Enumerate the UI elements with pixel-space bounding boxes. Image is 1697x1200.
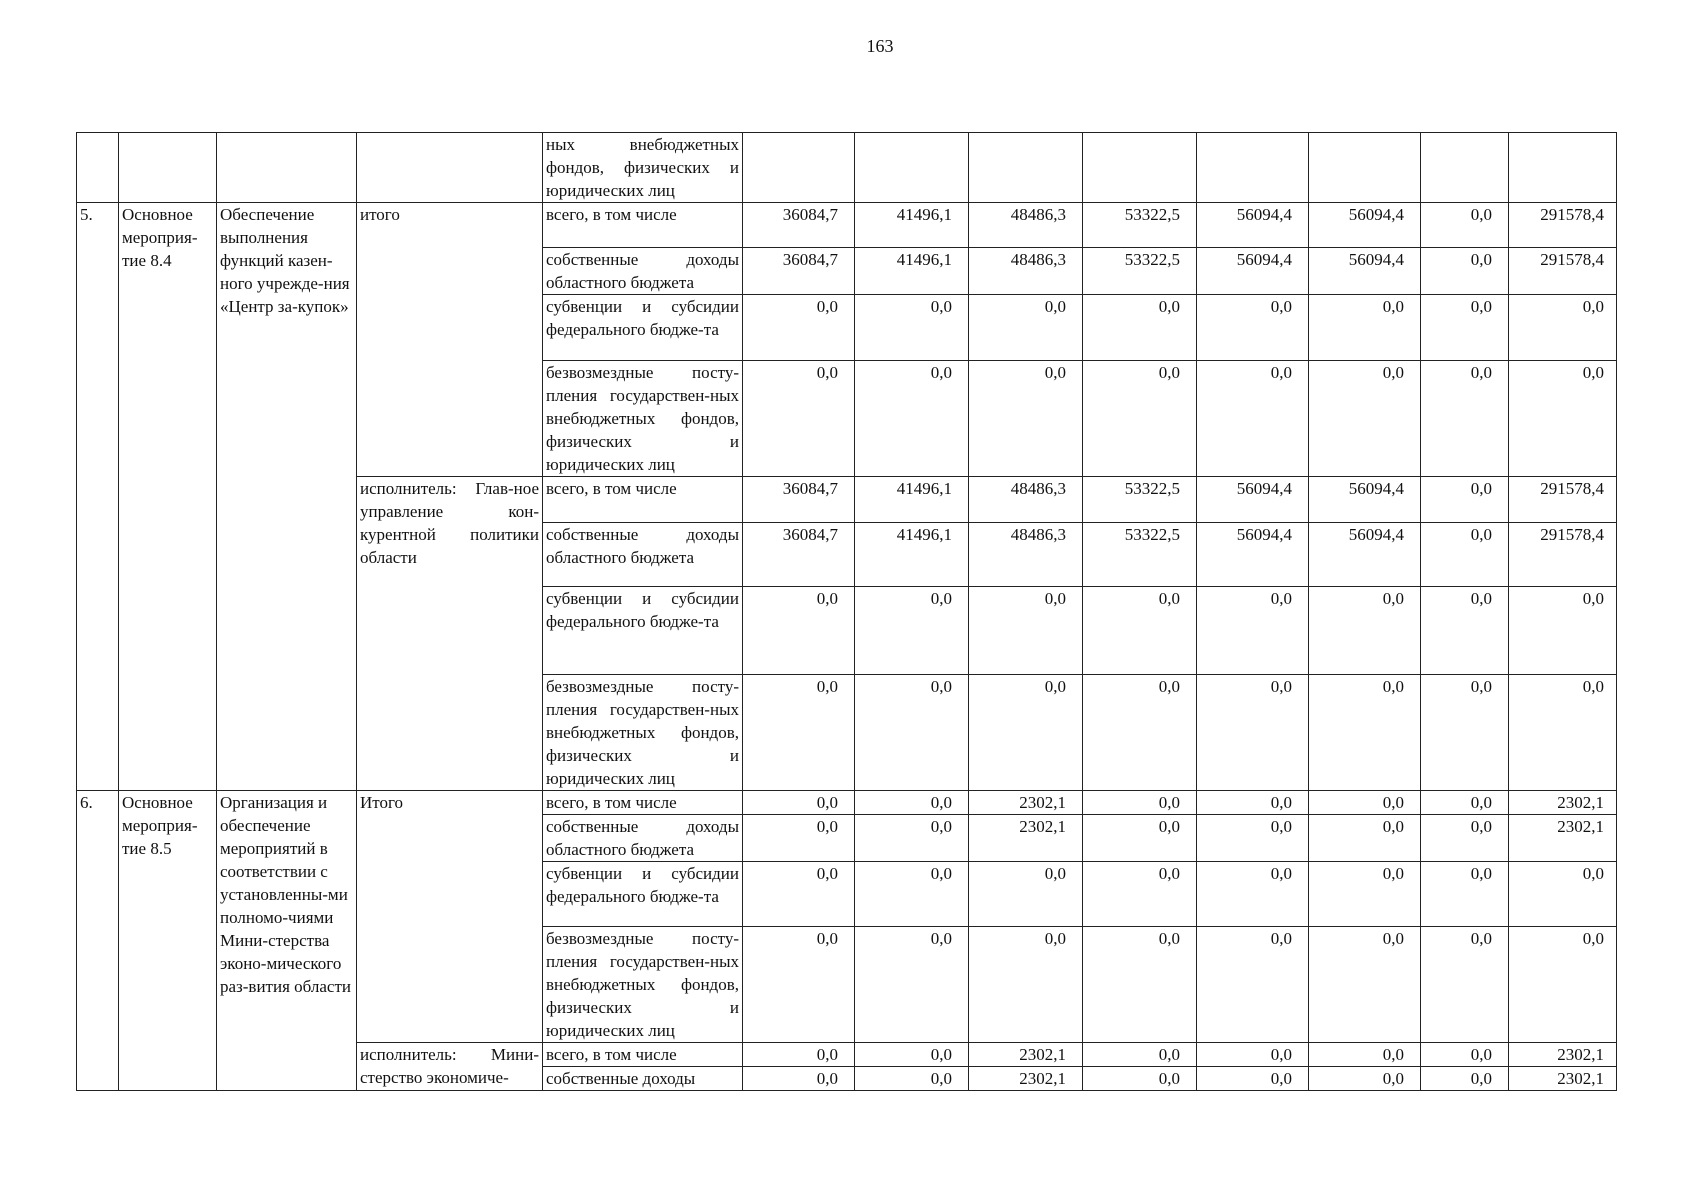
value-cell: 0,0: [969, 862, 1083, 927]
value-cell: 53322,5: [1083, 248, 1197, 295]
value-cell: 0,0: [1421, 675, 1509, 791]
source-cell: всего, в том числе: [543, 1043, 743, 1067]
source-cell: субвенции и субсидии федерального бюдже-та: [543, 862, 743, 927]
empty-cell: [1083, 133, 1197, 203]
value-cell: 0,0: [855, 1067, 969, 1091]
source-cell: собственные доходы областного бюджета: [543, 815, 743, 862]
value-cell: 48486,3: [969, 203, 1083, 248]
source-cell: всего, в том числе: [543, 203, 743, 248]
value-cell: 0,0: [855, 862, 969, 927]
total-value-cell: 0,0: [1509, 361, 1617, 477]
value-cell: 41496,1: [855, 523, 969, 587]
value-cell: 0,0: [1083, 587, 1197, 675]
value-cell: 0,0: [1309, 815, 1421, 862]
total-value-cell: 2302,1: [1509, 791, 1617, 815]
value-cell: 0,0: [743, 791, 855, 815]
total-value-cell: 0,0: [1509, 927, 1617, 1043]
value-cell: 0,0: [969, 361, 1083, 477]
value-cell: 0,0: [1421, 523, 1509, 587]
value-cell: 0,0: [1421, 815, 1509, 862]
total-value-cell: 291578,4: [1509, 248, 1617, 295]
value-cell: 0,0: [1421, 295, 1509, 361]
value-cell: 0,0: [1197, 862, 1309, 927]
value-cell: 0,0: [1421, 477, 1509, 523]
value-cell: 0,0: [1309, 1043, 1421, 1067]
source-cell: субвенции и субсидии федерального бюдже-та: [543, 295, 743, 361]
value-cell: 0,0: [743, 1043, 855, 1067]
value-cell: 2302,1: [969, 791, 1083, 815]
value-cell: 0,0: [1309, 295, 1421, 361]
source-cell: собственные доходы областного бюджета: [543, 248, 743, 295]
total-value-cell: 0,0: [1509, 675, 1617, 791]
source-cell: всего, в том числе: [543, 791, 743, 815]
value-cell: 0,0: [1309, 361, 1421, 477]
empty-cell: [743, 133, 855, 203]
value-cell: 0,0: [1197, 1067, 1309, 1091]
value-cell: 0,0: [855, 587, 969, 675]
value-cell: 41496,1: [855, 477, 969, 523]
activity-name: Обеспечение выполнения функций казен-ного учрежде-ния «Центр за-купок»: [217, 203, 357, 791]
value-cell: 0,0: [1421, 862, 1509, 927]
source-cell: безвозмездные посту-пления государствен-ных внебюджетных фондов, физических и юридических лиц: [543, 675, 743, 791]
value-cell: 0,0: [969, 675, 1083, 791]
value-cell: 0,0: [1309, 1067, 1421, 1091]
value-cell: 0,0: [1421, 791, 1509, 815]
value-cell: 2302,1: [969, 815, 1083, 862]
value-cell: 41496,1: [855, 203, 969, 248]
value-cell: 0,0: [855, 1043, 969, 1067]
value-cell: 0,0: [1197, 1043, 1309, 1067]
value-cell: 0,0: [1197, 815, 1309, 862]
source-cell: собственные доходы: [543, 1067, 743, 1091]
value-cell: 0,0: [743, 675, 855, 791]
value-cell: 0,0: [1083, 927, 1197, 1043]
executor-cell: Итого: [357, 791, 543, 1043]
empty-cell: [1197, 133, 1309, 203]
value-cell: 0,0: [1197, 675, 1309, 791]
total-value-cell: 0,0: [1509, 862, 1617, 927]
value-cell: 2302,1: [969, 1043, 1083, 1067]
empty-cell: [969, 133, 1083, 203]
value-cell: 0,0: [1421, 203, 1509, 248]
table-row: [77, 791, 1617, 815]
total-value-cell: 2302,1: [1509, 1067, 1617, 1091]
value-cell: 0,0: [1197, 361, 1309, 477]
source-cell: собственные доходы областного бюджета: [543, 523, 743, 587]
value-cell: 48486,3: [969, 477, 1083, 523]
total-value-cell: 291578,4: [1509, 523, 1617, 587]
total-value-cell: 0,0: [1509, 587, 1617, 675]
value-cell: 0,0: [743, 862, 855, 927]
source-cell: всего, в том числе: [543, 477, 743, 523]
value-cell: 0,0: [855, 675, 969, 791]
budget-table: [76, 132, 1617, 1091]
value-cell: 0,0: [743, 587, 855, 675]
empty-cell: [119, 133, 217, 203]
value-cell: 0,0: [969, 587, 1083, 675]
event-name: Основное мероприя-тие 8.5: [119, 791, 217, 1091]
empty-cell: [1509, 133, 1617, 203]
value-cell: 48486,3: [969, 248, 1083, 295]
executor-cell: итого: [357, 203, 543, 477]
executor-cell: исполнитель: Глав-ное управление кон-курентной политики области: [357, 477, 543, 791]
value-cell: 0,0: [743, 927, 855, 1043]
empty-cell: [77, 133, 119, 203]
value-cell: 0,0: [855, 927, 969, 1043]
item-number: 6.: [77, 791, 119, 1091]
value-cell: 0,0: [855, 815, 969, 862]
executor-cell: исполнитель: Мини-стерство экономиче-: [357, 1043, 543, 1091]
value-cell: 0,0: [1309, 791, 1421, 815]
value-cell: 53322,5: [1083, 523, 1197, 587]
empty-cell: [1309, 133, 1421, 203]
value-cell: 0,0: [1197, 927, 1309, 1043]
total-value-cell: 2302,1: [1509, 815, 1617, 862]
value-cell: 0,0: [1309, 862, 1421, 927]
value-cell: 0,0: [1083, 1067, 1197, 1091]
value-cell: 0,0: [1421, 361, 1509, 477]
value-cell: 56094,4: [1197, 523, 1309, 587]
value-cell: 0,0: [855, 361, 969, 477]
value-cell: 0,0: [1421, 248, 1509, 295]
value-cell: 41496,1: [855, 248, 969, 295]
value-cell: 2302,1: [969, 1067, 1083, 1091]
value-cell: 56094,4: [1309, 477, 1421, 523]
value-cell: 0,0: [743, 815, 855, 862]
event-name: Основное мероприя-тие 8.4: [119, 203, 217, 791]
value-cell: 36084,7: [743, 523, 855, 587]
value-cell: 0,0: [1083, 675, 1197, 791]
value-cell: 56094,4: [1197, 477, 1309, 523]
value-cell: 0,0: [1421, 1043, 1509, 1067]
value-cell: 0,0: [1421, 1067, 1509, 1091]
value-cell: 56094,4: [1197, 248, 1309, 295]
table-row: [77, 203, 1617, 248]
empty-cell: [357, 133, 543, 203]
value-cell: 0,0: [1083, 1043, 1197, 1067]
value-cell: 0,0: [1421, 927, 1509, 1043]
value-cell: 0,0: [743, 361, 855, 477]
value-cell: 0,0: [743, 1067, 855, 1091]
empty-cell: [217, 133, 357, 203]
value-cell: 0,0: [855, 791, 969, 815]
value-cell: 36084,7: [743, 248, 855, 295]
empty-cell: [1421, 133, 1509, 203]
value-cell: 0,0: [1083, 295, 1197, 361]
value-cell: 53322,5: [1083, 203, 1197, 248]
value-cell: 0,0: [969, 295, 1083, 361]
source-cell: безвозмездные посту-пления государствен-ных внебюджетных фондов, физических и юридических лиц: [543, 361, 743, 477]
source-cell: субвенции и субсидии федерального бюдже-та: [543, 587, 743, 675]
value-cell: 56094,4: [1309, 523, 1421, 587]
value-cell: 0,0: [1197, 791, 1309, 815]
value-cell: 0,0: [1083, 862, 1197, 927]
value-cell: 56094,4: [1309, 203, 1421, 248]
total-value-cell: 291578,4: [1509, 477, 1617, 523]
value-cell: 0,0: [1083, 791, 1197, 815]
value-cell: 56094,4: [1197, 203, 1309, 248]
value-cell: 0,0: [1197, 587, 1309, 675]
total-value-cell: 291578,4: [1509, 203, 1617, 248]
value-cell: 0,0: [1309, 927, 1421, 1043]
value-cell: 36084,7: [743, 477, 855, 523]
total-value-cell: 2302,1: [1509, 1043, 1617, 1067]
value-cell: 36084,7: [743, 203, 855, 248]
value-cell: 0,0: [1197, 295, 1309, 361]
value-cell: 0,0: [743, 295, 855, 361]
value-cell: 0,0: [1309, 587, 1421, 675]
value-cell: 0,0: [1083, 815, 1197, 862]
page-number: 163: [866, 36, 894, 56]
value-cell: 0,0: [1083, 361, 1197, 477]
value-cell: 48486,3: [969, 523, 1083, 587]
empty-cell: [855, 133, 969, 203]
value-cell: 56094,4: [1309, 248, 1421, 295]
source-cell: безвозмездные посту-пления государствен-ных внебюджетных фондов, физических и юридических лиц: [543, 927, 743, 1043]
value-cell: 0,0: [855, 295, 969, 361]
value-cell: 0,0: [969, 927, 1083, 1043]
value-cell: 0,0: [1421, 587, 1509, 675]
value-cell: 0,0: [1309, 675, 1421, 791]
item-number: 5.: [77, 203, 119, 791]
total-value-cell: 0,0: [1509, 295, 1617, 361]
table-row: [77, 133, 1617, 203]
source-cell: ных внебюджетных фондов, физических и юридических лиц: [543, 133, 743, 203]
activity-name: Организация и обеспечение мероприятий в соответствии с установленны-ми полномо-чиями Мини-стерства эконо-мического раз-вития области: [217, 791, 357, 1091]
value-cell: 53322,5: [1083, 477, 1197, 523]
